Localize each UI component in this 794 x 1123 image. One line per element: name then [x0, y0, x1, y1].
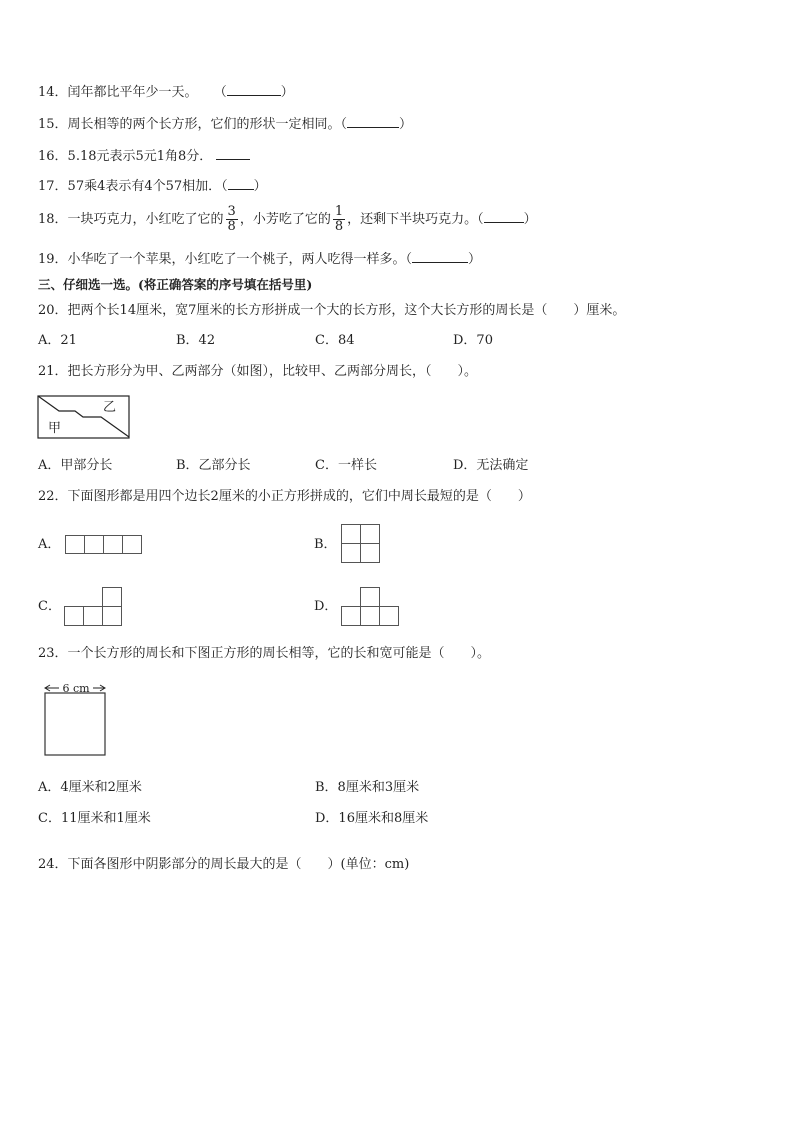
q21-option-b[interactable]: B．乙部分长: [176, 458, 251, 473]
q22-option-a-label[interactable]: A．: [38, 537, 61, 552]
q23-option-c[interactable]: C．11厘米和1厘米: [38, 811, 151, 826]
q23-option-a[interactable]: A．4厘米和2厘米: [38, 780, 142, 795]
q21-figure: [37, 395, 131, 440]
question-18: [38, 205, 537, 235]
label-yi: 乙: [103, 400, 117, 415]
q22-figure-c: [64, 587, 124, 627]
q22-option-d-label[interactable]: D．: [314, 599, 338, 614]
q22-figure-b: [341, 524, 381, 564]
q22-figure-d: [341, 587, 401, 627]
q22-option-b-label[interactable]: B．: [314, 537, 337, 552]
question-22: 22．下面图形都是用四个边长2厘米的小正方形拼成的，它们中周长最短的是（ ）: [38, 489, 531, 504]
q20-option-a[interactable]: A．21: [38, 333, 77, 348]
question-18-part2: ，小芳吃了它的: [239, 212, 331, 227]
q21-option-d[interactable]: D．无法确定: [453, 458, 529, 473]
question-17: [38, 177, 267, 195]
answer-blank[interactable]: [347, 115, 399, 128]
question-17-text: 17．57乘4表示有4个57相加．（: [38, 179, 228, 194]
paren-right: ）: [468, 252, 482, 267]
paren-left: （: [213, 85, 227, 100]
answer-blank[interactable]: [484, 210, 524, 223]
fraction-numerator: 3: [227, 204, 236, 219]
fraction-denominator: 8: [334, 219, 344, 234]
question-19: [38, 250, 481, 268]
square: [45, 693, 105, 755]
answer-blank[interactable]: [228, 177, 254, 190]
q23-option-b[interactable]: B．8厘米和3厘米: [315, 780, 420, 795]
q22-figure-a: [65, 535, 143, 555]
question-23: 23．一个长方形的周长和下图正方形的周长相等，它的长和宽可能是（ ）。: [38, 646, 491, 661]
question-19-text: 19．小华吃了一个苹果，小红吃了一个桃子，两人吃得一样多。（: [38, 252, 413, 267]
question-18-part1: 18．一块巧克力，小红吃了它的: [38, 212, 224, 227]
question-15: [38, 115, 412, 133]
q23-square-figure: [41, 680, 111, 758]
question-20: 20．把两个长14厘米，宽7厘米的长方形拼成一个大的长方形，这个大长方形的周长是（ ）厘米。: [38, 303, 626, 318]
question-18-part3: ，还剩下半块巧克力。（: [347, 212, 484, 227]
question-15-text: 15．周长相等的两个长方形，它们的形状一定相同。（: [38, 117, 348, 132]
fraction-one-eighth: [333, 205, 345, 234]
question-21: 21．把长方形分为甲、乙两部分（如图），比较甲、乙两部分周长，（ ）。: [38, 364, 478, 379]
question-24: 24．下面各图形中阴影部分的周长最大的是（ ）(单位：cm): [38, 857, 410, 872]
q22-option-c-label[interactable]: C．: [38, 599, 61, 614]
fraction-numerator: 1: [334, 204, 344, 219]
question-14: [38, 83, 294, 101]
label-jia: 甲: [48, 421, 62, 436]
question-16-text: 16．5.18元表示5元1角8分．: [38, 149, 213, 164]
answer-blank[interactable]: [216, 147, 250, 160]
q20-option-c[interactable]: C．84: [315, 333, 355, 348]
paren-right: ）: [253, 179, 267, 194]
q20-option-d[interactable]: D．70: [453, 333, 493, 348]
fraction-three-eighths: [226, 205, 238, 234]
paren-right: ）: [399, 117, 413, 132]
fraction-denominator: 8: [227, 219, 236, 234]
q21-option-c[interactable]: C．一样长: [315, 458, 377, 473]
paren-right: ）: [523, 212, 537, 227]
q23-option-d[interactable]: D．16厘米和8厘米: [315, 811, 429, 826]
q21-option-a[interactable]: A．甲部分长: [38, 458, 113, 473]
answer-blank[interactable]: [412, 250, 468, 263]
dimension-label: 6 cm: [62, 682, 90, 695]
paren-right: ）: [280, 85, 294, 100]
q20-option-b[interactable]: B．42: [176, 333, 216, 348]
question-16: [38, 147, 250, 165]
answer-blank[interactable]: [227, 83, 281, 96]
question-14-text: 14．闰年都比平年少一天。: [38, 85, 198, 100]
section-3-title: 三、仔细选一选。(将正确答案的序号填在括号里): [38, 277, 313, 292]
